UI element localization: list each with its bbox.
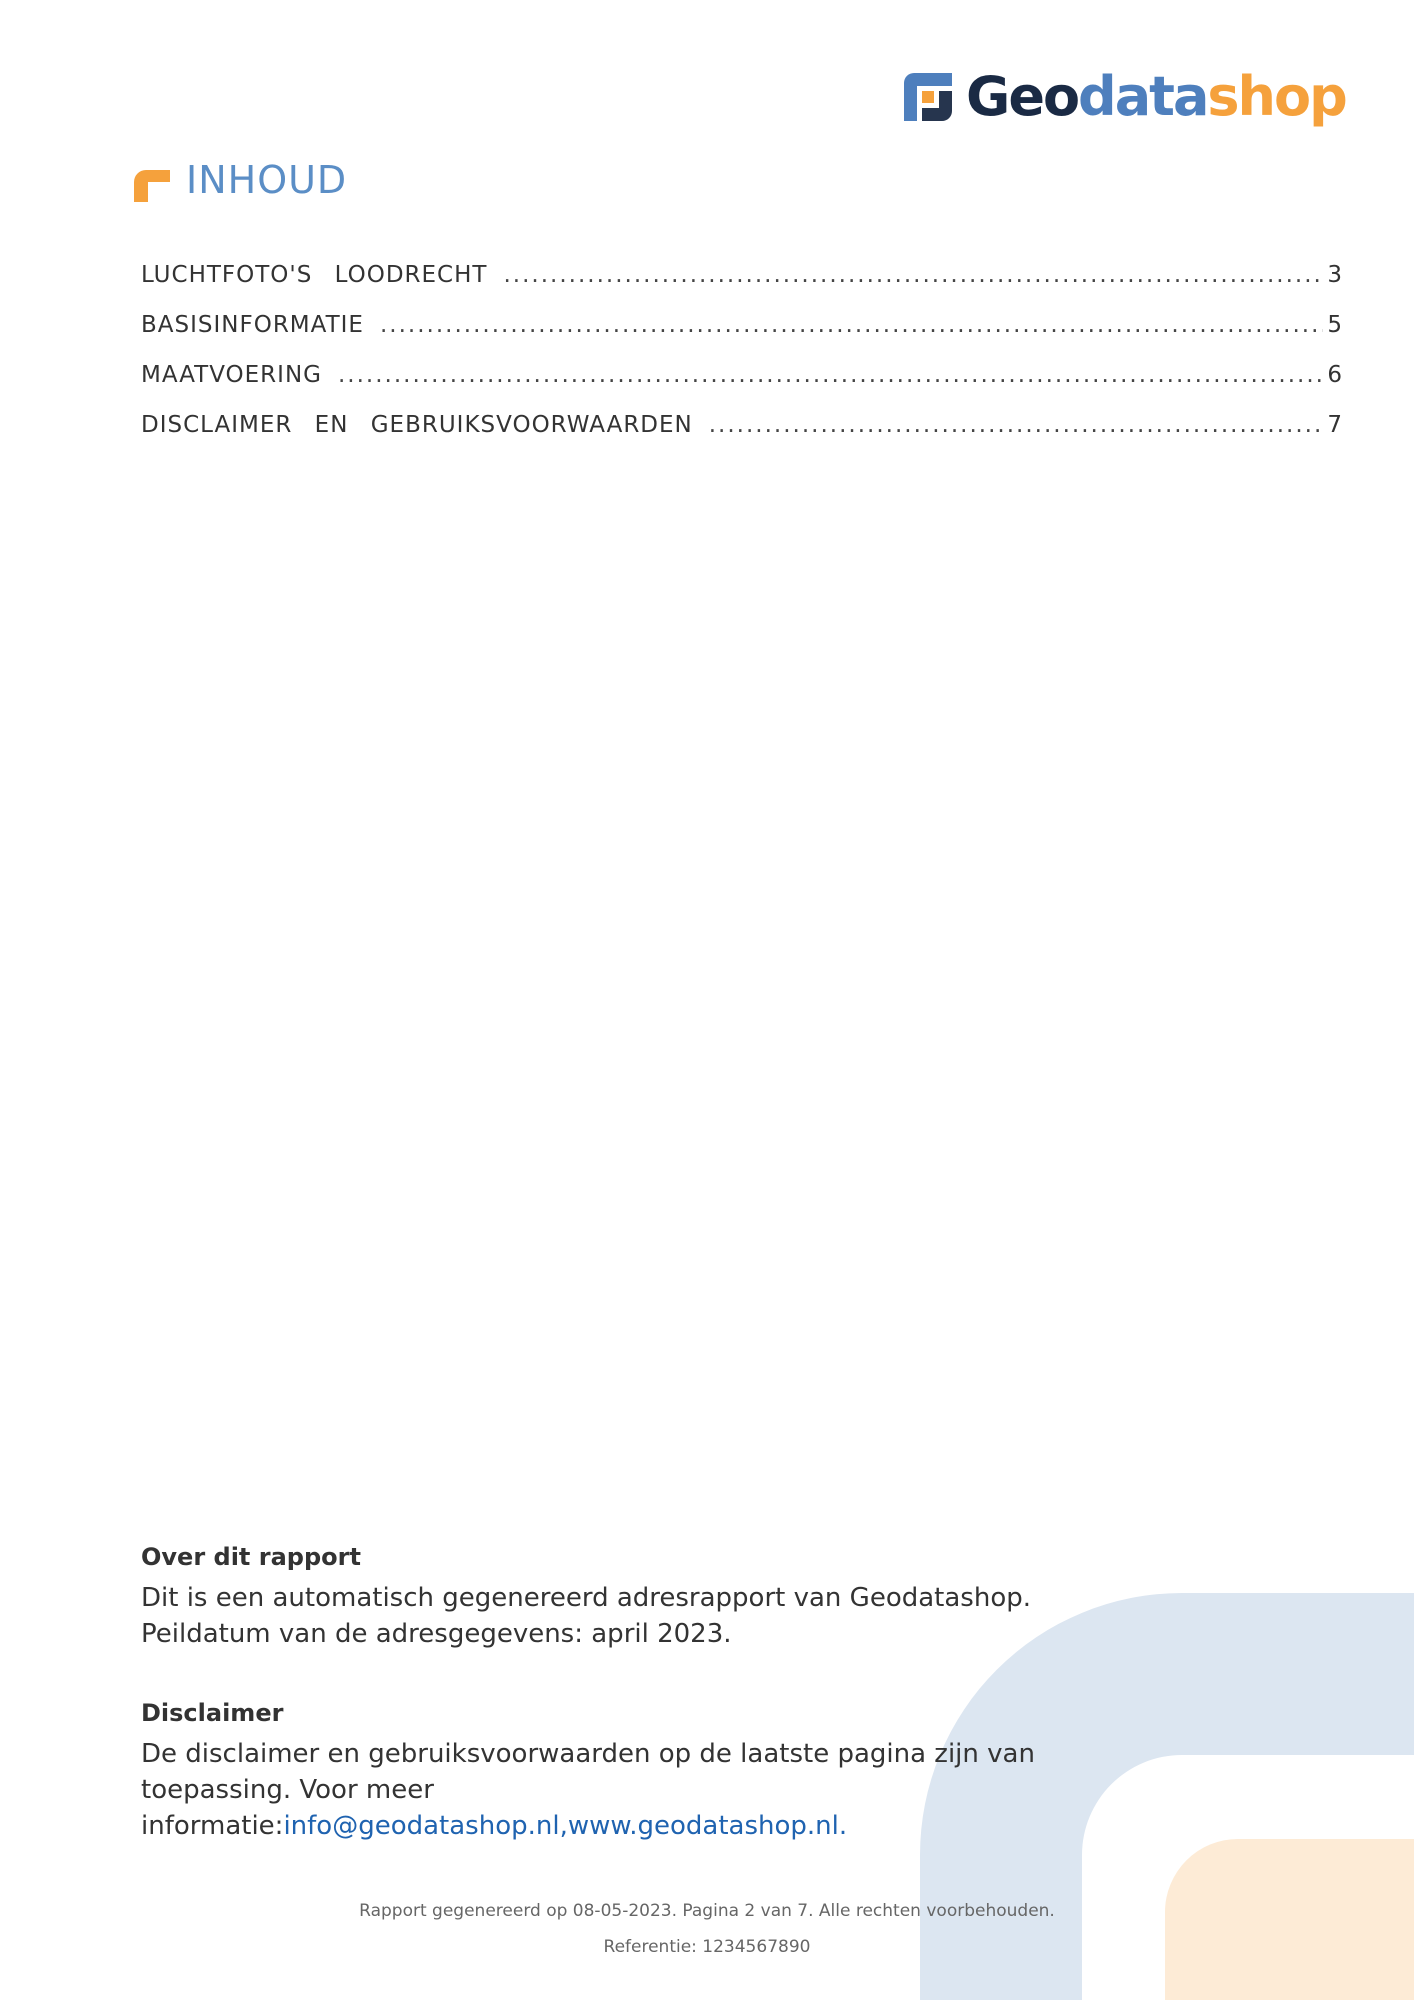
geodatashop-logo-icon — [900, 69, 956, 125]
corner-bracket-icon — [134, 170, 170, 202]
toc-entry-title: DISCLAIMER EN GEBRUIKSVOORWAARDEN — [141, 412, 693, 438]
geodatashop-logo — [900, 66, 1346, 128]
section-heading — [134, 158, 347, 202]
toc-dot-leader — [503, 262, 1323, 288]
toc-entry-page: 6 — [1327, 362, 1343, 388]
logo-word-shop: shop — [1207, 65, 1346, 128]
toc-entry-page: 5 — [1327, 312, 1343, 338]
disclaimer-line-2: toepassing. Voor meer informatie: — [141, 1775, 434, 1841]
email-link[interactable]: info@geodatashop.nl — [283, 1811, 560, 1841]
disclaimer-text — [141, 1736, 1141, 1844]
logo-word-geo: Geo — [966, 65, 1079, 128]
footer-reference: Referentie: 1234567890 — [603, 1937, 811, 1957]
toc-dot-leader — [380, 312, 1323, 338]
toc-entry-basisinformatie[interactable] — [141, 312, 1343, 362]
link-separator: , — [559, 1811, 568, 1841]
toc-entry-disclaimer[interactable] — [141, 412, 1343, 462]
toc-entry-title: BASISINFORMATIE — [141, 312, 364, 338]
toc-entry-luchtfotos[interactable] — [141, 262, 1343, 312]
website-link[interactable]: www.geodatashop.nl. — [567, 1811, 848, 1841]
about-title: Over dit rapport — [141, 1543, 361, 1571]
footer-generated: Rapport gegenereerd op 08-05-2023. Pagina 2 van 7. Alle rechten voorbehouden. — [359, 1901, 1055, 1921]
toc-entry-page: 3 — [1327, 262, 1343, 288]
toc-dot-leader — [338, 362, 1323, 388]
toc-dot-leader — [709, 412, 1324, 438]
toc-entry-maatvoering[interactable] — [141, 362, 1343, 412]
toc-entry-title: MAATVOERING — [141, 362, 322, 388]
toc-entry-title: LUCHTFOTO'S LOODRECHT — [141, 262, 488, 288]
logo-wordmark — [966, 66, 1346, 128]
about-line-1: Dit is een automatisch gegenereerd adresrapport van Geodatashop. — [141, 1583, 1031, 1613]
spacer — [141, 1652, 1141, 1696]
page-title: INHOUD — [186, 158, 348, 202]
disclaimer-line-1: De disclaimer en gebruiksvoorwaarden op de laatste pagina zijn van — [141, 1739, 1035, 1769]
report-info — [141, 1540, 1141, 1844]
disclaimer-title: Disclaimer — [141, 1699, 284, 1727]
logo-word-data: data — [1078, 65, 1208, 128]
about-line-2: Peildatum van de adresgegevens: april 2023. — [141, 1619, 732, 1649]
toc-entry-page: 7 — [1327, 412, 1343, 438]
about-text — [141, 1580, 1141, 1652]
table-of-contents — [141, 262, 1343, 462]
